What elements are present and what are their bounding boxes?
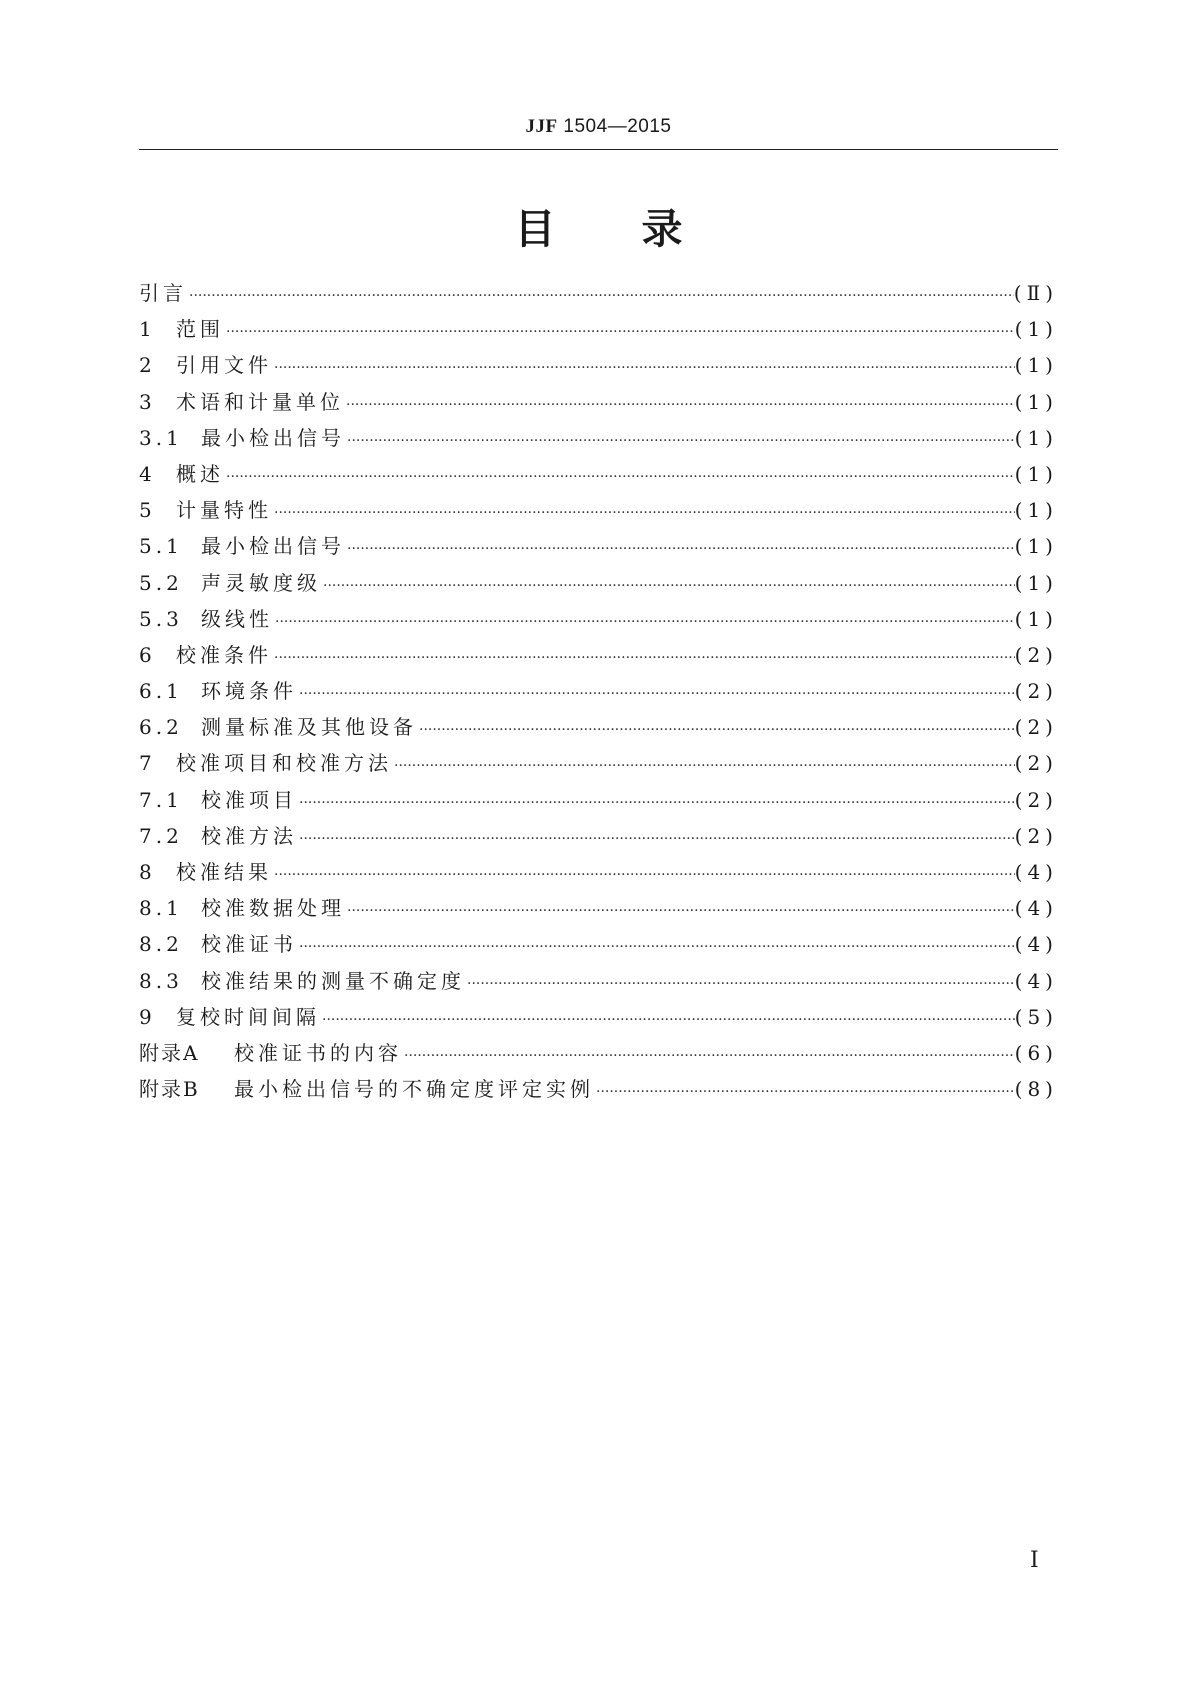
toc-entry-page: (4)	[1014, 860, 1058, 884]
toc-entry[interactable]	[139, 349, 1058, 385]
toc-entry-label	[139, 349, 272, 378]
toc-entry[interactable]	[139, 1001, 1058, 1037]
toc-dot-leader	[402, 1048, 1015, 1064]
toc-dot-leader	[187, 288, 1014, 304]
toc-dot-leader	[345, 433, 1015, 449]
toc-entry[interactable]	[139, 711, 1058, 747]
toc-entry-label	[139, 892, 345, 921]
toc-entry-page: (4)	[1014, 896, 1058, 921]
toc-entry-label	[139, 1073, 594, 1102]
toc-entry-title: 复校时间间隔	[176, 1004, 320, 1029]
toc-entry[interactable]	[139, 603, 1058, 639]
toc-dot-leader	[272, 505, 1015, 521]
toc-entry-label	[139, 494, 272, 523]
toc-dot-leader	[345, 903, 1015, 919]
toc-entry[interactable]	[139, 494, 1058, 530]
toc-entry-page: (1)	[1014, 570, 1058, 595]
toc-entry-page: (4)	[1014, 932, 1058, 957]
toc-entry-title: 校准证书的内容	[234, 1040, 402, 1065]
toc-entry[interactable]	[139, 567, 1058, 603]
toc-dot-leader	[272, 650, 1015, 666]
toc-entry-label	[139, 639, 272, 668]
toc-entry[interactable]	[139, 1037, 1058, 1073]
toc-entry[interactable]	[139, 675, 1058, 711]
standard-number: 1504—2015	[563, 116, 672, 137]
toc-entry[interactable]	[139, 965, 1058, 1001]
page-title	[139, 196, 1058, 255]
toc-entry-label	[139, 784, 297, 813]
toc-entry-title: 声灵敏度级	[201, 570, 321, 595]
toc-entry-number: 8.2	[139, 932, 183, 957]
toc-entry-number: 8.3	[139, 968, 183, 993]
toc-entry-number: 5	[139, 498, 156, 523]
toc-entry-title: 校准条件	[176, 642, 272, 667]
toc-entry-page: (1)	[1014, 389, 1058, 414]
toc-dot-leader	[273, 614, 1015, 630]
toc-entry-page: (Ⅱ)	[1013, 281, 1058, 305]
toc-entry-number: 附录B	[139, 1077, 200, 1102]
toc-entry-number: 7.2	[139, 823, 183, 848]
toc-entry-label	[139, 458, 224, 487]
toc-dot-leader	[297, 686, 1015, 702]
toc-dot-leader	[224, 324, 1015, 340]
toc-entry[interactable]	[139, 386, 1058, 422]
page-number: Ⅰ	[1030, 1548, 1039, 1573]
page-header	[139, 116, 1058, 138]
toc-entry-number: 7	[139, 751, 156, 776]
toc-entry-number: 6.1	[139, 679, 183, 704]
toc-entry-label	[139, 856, 272, 885]
toc-entry-number: 5.3	[139, 606, 183, 631]
toc-entry-number: 7.1	[139, 787, 183, 812]
toc-entry[interactable]	[139, 277, 1058, 313]
toc-entry-page: (6)	[1014, 1040, 1058, 1065]
toc-dot-leader	[320, 1012, 1015, 1028]
toc-entry-label	[139, 603, 273, 632]
toc-entry-page: (1)	[1014, 353, 1058, 378]
toc-entry-label	[139, 675, 297, 704]
toc-dot-leader	[392, 758, 1015, 774]
toc-entry-number: 3	[139, 389, 156, 414]
toc-entry-label	[139, 747, 392, 776]
toc-dot-leader	[465, 976, 1015, 992]
toc-entry-title: 计量特性	[176, 498, 272, 523]
toc-dot-leader	[321, 578, 1015, 594]
toc-entry[interactable]	[139, 458, 1058, 494]
toc-entry-title: 校准结果	[176, 860, 272, 884]
toc-entry-number: 4	[139, 461, 156, 486]
toc-dot-leader	[344, 397, 1015, 413]
toc-entry-page: (2)	[1014, 787, 1058, 812]
toc-entry[interactable]	[139, 856, 1058, 892]
toc-entry-label	[139, 1001, 320, 1030]
toc-dot-leader	[272, 360, 1015, 376]
toc-entry-label	[139, 711, 417, 740]
toc-dot-leader	[297, 831, 1015, 847]
toc-dot-leader	[272, 867, 1015, 883]
toc-entry-number: 5.2	[139, 570, 183, 595]
toc-entry-title: 术语和计量单位	[176, 389, 344, 414]
toc-entry-title: 最小检出信号的不确定度评定实例	[234, 1077, 594, 1102]
toc-entry-label	[139, 530, 345, 559]
toc-entry-page: (1)	[1014, 606, 1058, 631]
toc-dot-leader	[417, 722, 1015, 738]
toc-entry-number: 1	[139, 317, 156, 342]
toc-entry-page: (1)	[1014, 425, 1058, 450]
toc-entry-label	[139, 965, 465, 994]
toc-entry-title: 范围	[176, 317, 224, 342]
title-char-1: 目	[514, 205, 556, 253]
toc-entry[interactable]	[139, 747, 1058, 783]
toc-dot-leader	[297, 795, 1015, 811]
toc-entry-number: 8.1	[139, 896, 183, 921]
toc-entry-number: 2	[139, 353, 156, 378]
toc-entry-number: 3.1	[139, 425, 183, 450]
toc-entry-page: (1)	[1014, 498, 1058, 523]
toc-entry[interactable]	[139, 784, 1058, 820]
toc-entry-page: (2)	[1014, 642, 1058, 667]
toc-entry-label	[139, 386, 344, 415]
toc-entry-page: (1)	[1014, 317, 1058, 342]
toc-entry-title: 最小检出信号	[201, 534, 345, 559]
toc-entry-number: 5.1	[139, 534, 183, 559]
toc-entry-number: 6.2	[139, 715, 183, 740]
toc-entry-page: (2)	[1014, 715, 1058, 740]
toc-entry[interactable]	[139, 892, 1058, 928]
toc-entry-title: 校准项目和校准方法	[176, 751, 392, 776]
toc-entry-title: 校准证书	[201, 932, 297, 957]
toc-entry-label	[139, 820, 297, 849]
toc-entry-number: 附录A	[139, 1040, 200, 1065]
toc-entry-page: (8)	[1014, 1077, 1058, 1102]
standard-code: JJF	[525, 116, 558, 137]
toc-entry[interactable]	[139, 820, 1058, 856]
toc-entry-page: (1)	[1014, 534, 1058, 559]
toc-entry-page: (2)	[1014, 679, 1058, 704]
toc-entry-title: 校准项目	[201, 787, 297, 812]
toc-entry-page: (4)	[1014, 968, 1058, 993]
toc-entry[interactable]	[139, 530, 1058, 566]
toc-entry-title: 环境条件	[201, 679, 297, 704]
toc-dot-leader	[345, 541, 1015, 557]
toc-entry[interactable]	[139, 1073, 1058, 1109]
toc-entry-title: 校准结果的测量不确定度	[201, 968, 465, 993]
toc-entry-page: (1)	[1014, 461, 1058, 486]
toc-entry-label	[139, 422, 345, 451]
toc-entry-title: 最小检出信号	[201, 425, 345, 450]
toc-entry-title: 校准方法	[201, 823, 297, 848]
toc-entry-number: 6	[139, 642, 156, 667]
toc-dot-leader	[297, 939, 1015, 955]
toc-entry-title: 测量标准及其他设备	[201, 715, 417, 740]
toc-entry-page: (2)	[1014, 751, 1058, 776]
toc-entry-number: 8	[139, 860, 156, 884]
toc-entry-label	[139, 567, 321, 596]
header-divider	[139, 149, 1058, 150]
toc-entry-title: 引用文件	[176, 353, 272, 378]
toc-entry-label	[139, 277, 187, 306]
toc-entry-label	[139, 928, 297, 957]
toc-entry[interactable]	[139, 639, 1058, 675]
toc-entry-label	[139, 313, 224, 342]
toc-entry-label	[139, 1037, 402, 1066]
toc-entry[interactable]	[139, 928, 1058, 964]
toc-entry-page: (2)	[1014, 823, 1058, 848]
toc-entry[interactable]	[139, 422, 1058, 458]
toc-entry-title: 概述	[176, 461, 224, 486]
table-of-contents	[139, 277, 1058, 1109]
title-char-2: 录	[641, 205, 683, 253]
toc-dot-leader	[224, 469, 1015, 485]
toc-entry-title: 校准数据处理	[201, 896, 345, 921]
toc-entry-page: (5)	[1014, 1004, 1058, 1029]
toc-entry-title: 级线性	[201, 606, 273, 631]
toc-entry[interactable]	[139, 313, 1058, 349]
toc-entry-number: 9	[139, 1004, 156, 1029]
toc-entry-title: 引言	[139, 281, 187, 305]
toc-dot-leader	[594, 1084, 1015, 1100]
